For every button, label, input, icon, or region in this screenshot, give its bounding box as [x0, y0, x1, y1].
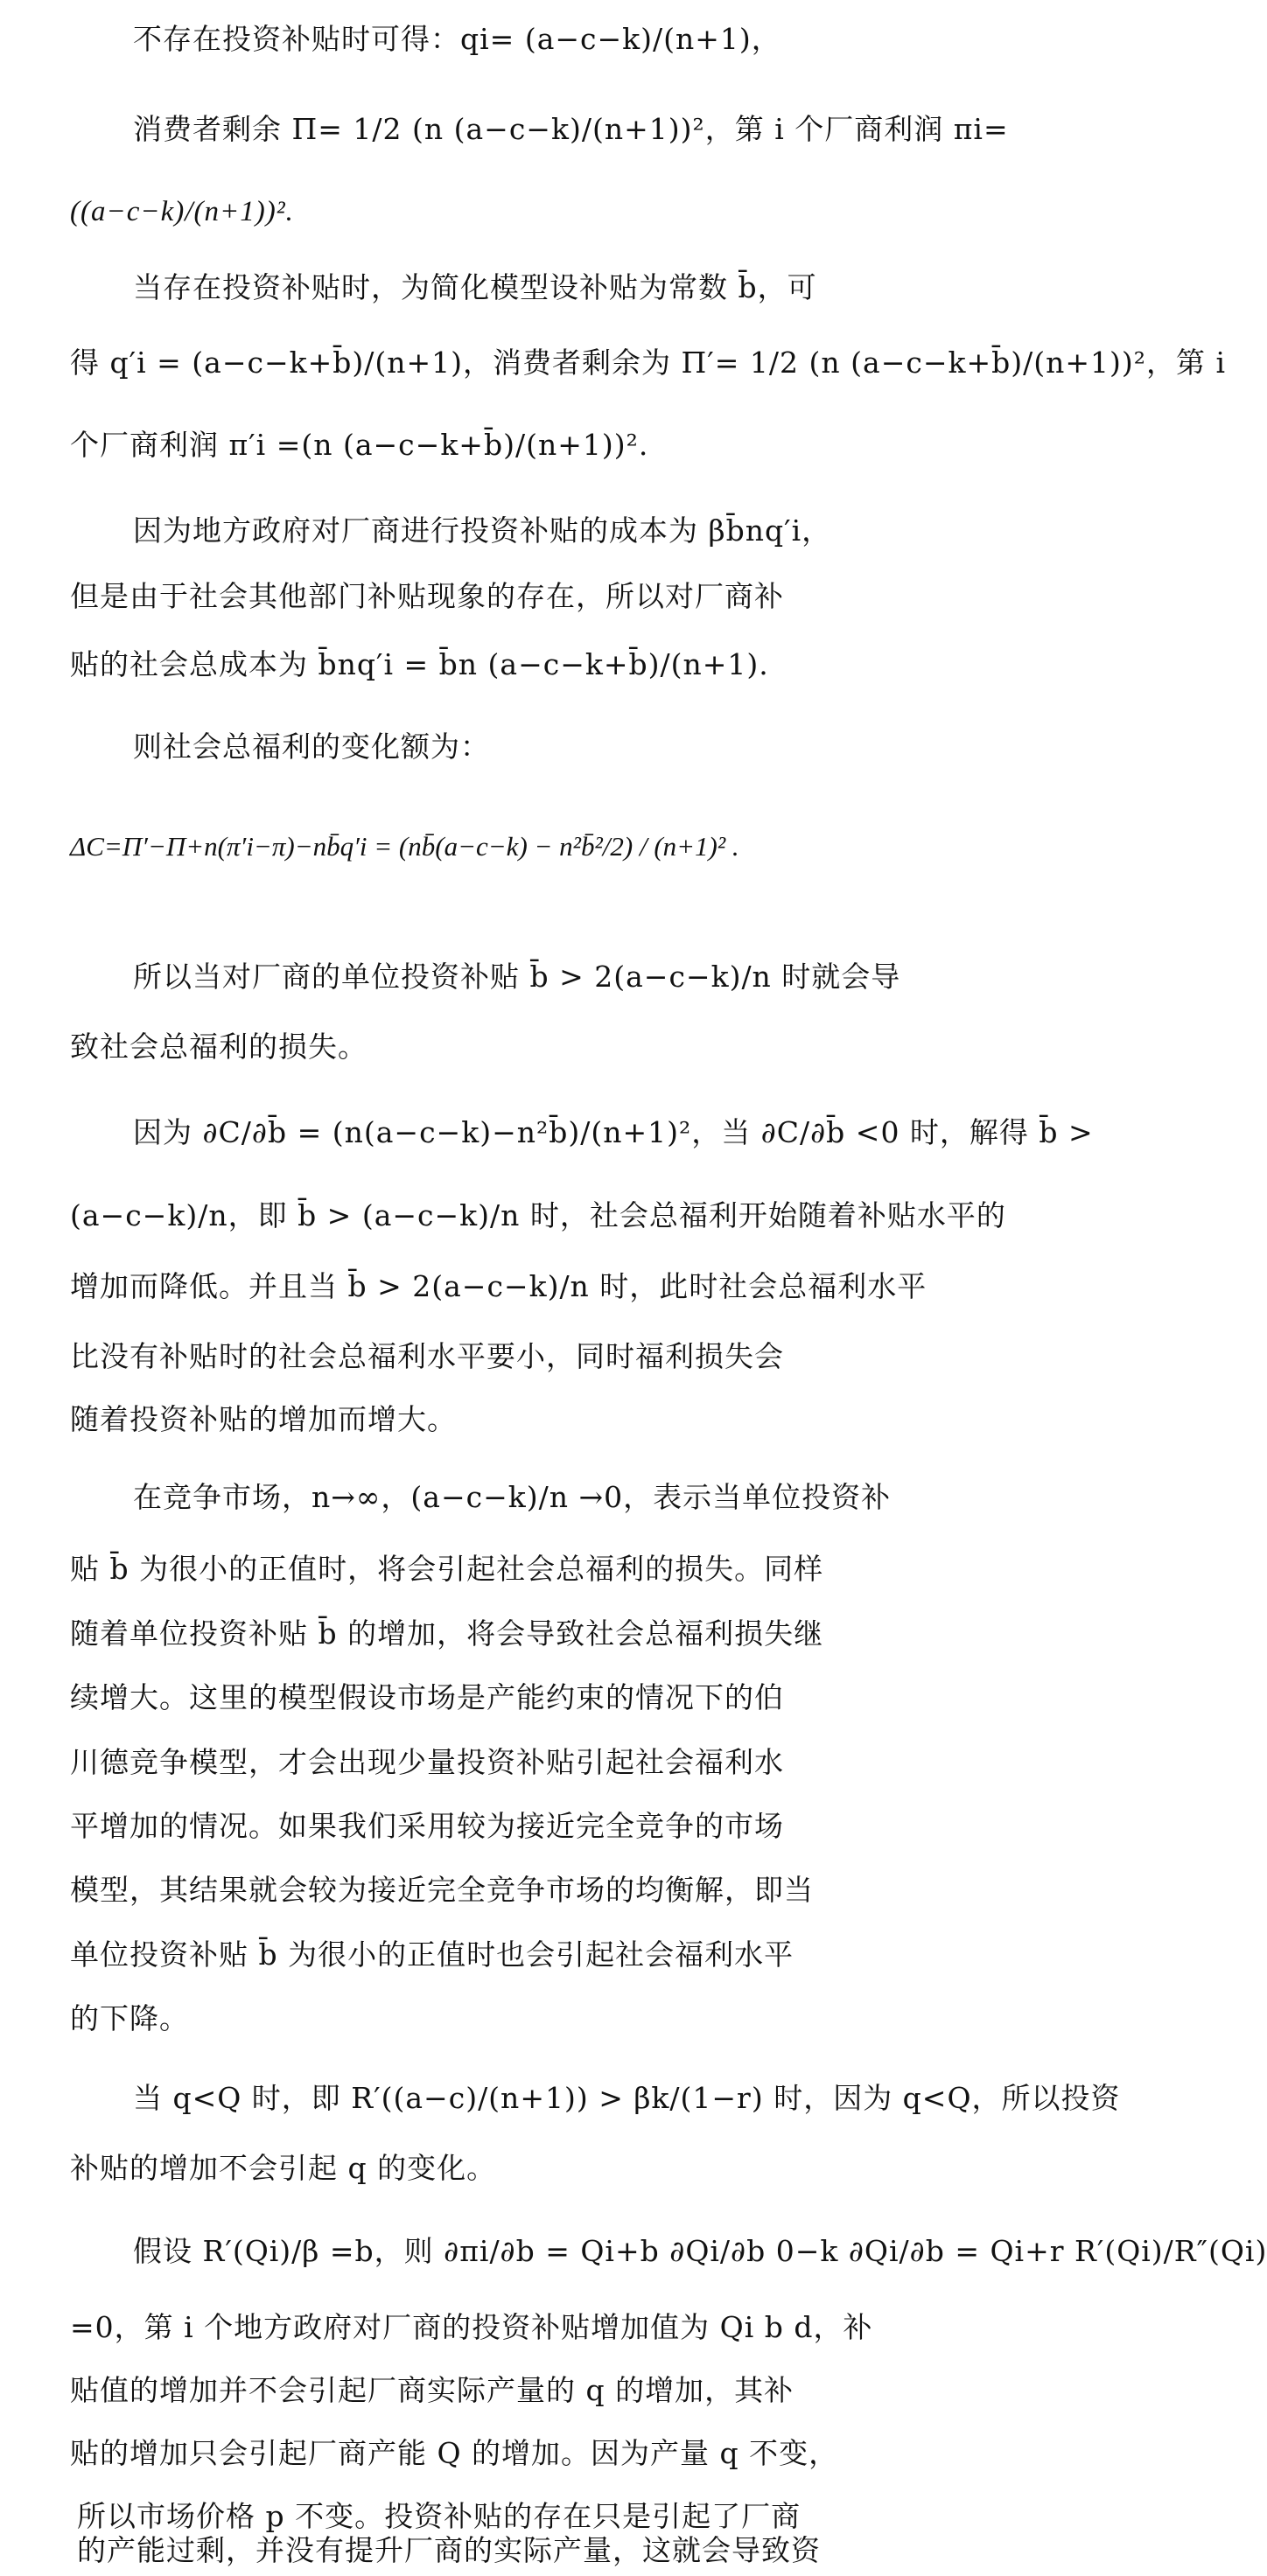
text-line: 续增大。这里的模型假设市场是产能约束的情况下的伯	[70, 1680, 784, 1714]
text-line: 当存在投资补贴时，为简化模型设补贴为常数 b̄，可	[133, 270, 817, 304]
text-line: 致社会总福利的损失。	[70, 1030, 368, 1064]
text-line: 假设 R′(Qi)/β =b，则 ∂πi/∂b = Qi+b ∂Qi/∂b 0−k ∂Qi/∂b = Qi+r R′(Qi)/R″(Qi)	[133, 2234, 1267, 2268]
welfare-change-equation: ΔC=Π′−Π+n(π′i−π)−nb̄q′i = (nb̄(a−c−k) − n²b̄²/2) / (n+1)² .	[70, 831, 739, 862]
text-line: 所以当对厂商的单位投资补贴 b̄ > 2(a−c−k)/n 时就会导	[133, 960, 901, 994]
text-line: 不存在投资补贴时可得：qi= (a−c−k)/(n+1)，	[133, 22, 781, 56]
text-line: 的下降。	[70, 2001, 189, 2035]
text-line: 补贴的增加不会引起 q 的变化。	[70, 2151, 497, 2185]
text-line: 得 q′i = (a−c−k+b̄)/(n+1)，消费者剩余为 Π′= 1/2 (n (a−c−k+b̄)/(n+1))²，第 i	[70, 346, 1227, 380]
text-line: 贴的社会总成本为 b̄nq′i = b̄n (a−c−k+b̄)/(n+1).	[70, 647, 769, 681]
text-line: 单位投资补贴 b̄ 为很小的正值时也会引起社会福利水平	[70, 1937, 794, 1972]
text-line: 增加而降低。并且当 b̄ > 2(a−c−k)/n 时，此时社会总福利水平	[70, 1269, 928, 1303]
text-line: 所以市场价格 p 不变。投资补贴的存在只是引起了厂商	[77, 2499, 802, 2533]
text-line: 个厂商利润 π′i =(n (a−c−k+b̄)/(n+1))².	[70, 428, 649, 462]
text-line: 当 q<Q 时，即 R′((a−c)/(n+1)) > βk/(1−r) 时，因为 q<Q，所以投资	[133, 2081, 1121, 2115]
text-line: 随着单位投资补贴 b̄ 的增加，将会导致社会总福利损失继	[70, 1616, 824, 1651]
text-line: 比没有补贴时的社会总福利水平要小，同时福利损失会	[70, 1339, 784, 1373]
text-line: (a−c−k)/n，即 b̄ > (a−c−k)/n 时，社会总福利开始随着补贴水平的	[70, 1198, 1006, 1232]
text-line: 贴值的增加并不会引起厂商实际产量的 q 的增加，其补	[70, 2373, 794, 2407]
text-line: 消费者剩余 Π= 1/2 (n (a−c−k)/(n+1))²，第 i 个厂商利润 πi=	[133, 112, 1009, 146]
text-line: 因为地方政府对厂商进行投资补贴的成本为 βb̄nq′i，	[133, 513, 832, 548]
text-line: 因为 ∂C/∂b̄ = (n(a−c−k)−n²b̄)/(n+1)²，当 ∂C/∂b̄ <0 时，解得 b̄ >	[133, 1115, 1094, 1149]
text-line: 贴 b̄ 为很小的正值时，将会引起社会总福利的损失。同样	[70, 1552, 824, 1586]
text-line: 在竞争市场，n→∞，(a−c−k)/n →0，表示当单位投资补	[133, 1480, 892, 1514]
text-line: 但是由于社会其他部门补贴现象的存在，所以对厂商补	[70, 579, 784, 613]
text-line: 的产能过剩，并没有提升厂商的实际产量，这就会导致资	[77, 2533, 821, 2567]
equation-line: ((a−c−k)/(n+1))².	[70, 196, 294, 227]
text-line: 平增加的情况。如果我们采用较为接近完全竞争的市场	[70, 1809, 784, 1843]
text-line: =0，第 i 个地方政府对厂商的投资补贴增加值为 Qi b d，补	[70, 2310, 873, 2344]
text-line: 贴的增加只会引起厂商产能 Q 的增加。因为产量 q 不变，	[70, 2436, 839, 2470]
text-line: 随着投资补贴的增加而增大。	[70, 1402, 457, 1436]
text-line: 川德竞争模型，才会出现少量投资补贴引起社会福利水	[70, 1745, 784, 1779]
text-line: 则社会总福利的变化额为：	[133, 730, 490, 764]
text-line: 模型，其结果就会较为接近完全竞争市场的均衡解，即当	[70, 1873, 814, 1907]
